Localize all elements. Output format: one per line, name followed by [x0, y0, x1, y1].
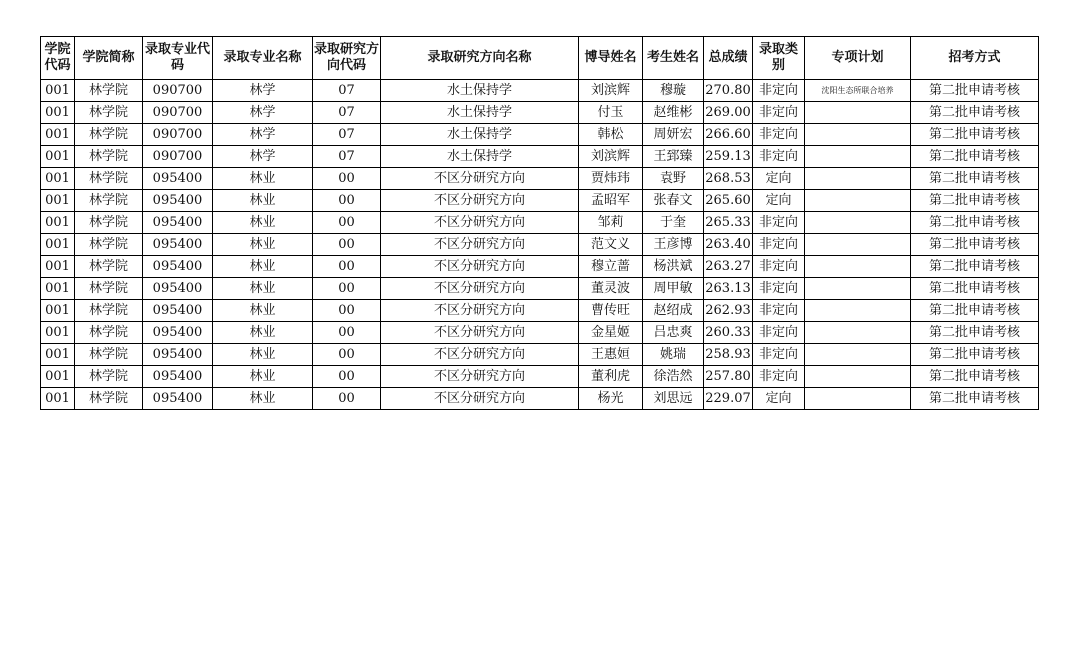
- table-row: [41, 366, 1039, 388]
- table-body: [41, 80, 1039, 410]
- candidate-cell: 杨洪斌: [643, 256, 704, 278]
- supervisor-cell: 刘滨辉: [579, 146, 643, 168]
- direction-name-cell: 不区分研究方向: [381, 388, 579, 410]
- admission-type-cell: 非定向: [753, 256, 805, 278]
- enrollment-method-cell: 第二批申请考核: [911, 256, 1039, 278]
- special-plan-cell: [805, 234, 911, 256]
- direction-code-cell: 07: [313, 124, 381, 146]
- direction-name-cell: 水土保持学: [381, 80, 579, 102]
- college-name-cell: 林学院: [75, 168, 143, 190]
- major-code-cell: 095400: [143, 300, 213, 322]
- major-code-cell: 090700: [143, 146, 213, 168]
- supervisor-cell: 付玉: [579, 102, 643, 124]
- major-code-cell: 090700: [143, 102, 213, 124]
- major-name-cell: 林学: [213, 124, 313, 146]
- header-special-plan: 专项计划: [805, 37, 911, 80]
- enrollment-method-cell: 第二批申请考核: [911, 168, 1039, 190]
- admission-type-cell: 非定向: [753, 124, 805, 146]
- direction-name-cell: 不区分研究方向: [381, 234, 579, 256]
- supervisor-cell: 贾炜玮: [579, 168, 643, 190]
- candidate-cell: 袁野: [643, 168, 704, 190]
- special-plan-cell: [805, 190, 911, 212]
- header-enrollment-method: 招考方式: [911, 37, 1039, 80]
- enrollment-method-cell: 第二批申请考核: [911, 322, 1039, 344]
- special-plan-cell: [805, 366, 911, 388]
- total-score-cell: 265.33: [704, 212, 753, 234]
- major-name-cell: 林业: [213, 168, 313, 190]
- major-name-cell: 林业: [213, 256, 313, 278]
- table-header: [41, 37, 1039, 80]
- major-name-cell: 林业: [213, 278, 313, 300]
- direction-name-cell: 水土保持学: [381, 102, 579, 124]
- direction-code-cell: 00: [313, 212, 381, 234]
- direction-name-cell: 不区分研究方向: [381, 256, 579, 278]
- table-row: [41, 256, 1039, 278]
- header-major-name: 录取专业名称: [213, 37, 313, 80]
- candidate-cell: 吕忠爽: [643, 322, 704, 344]
- college-code-cell: 001: [41, 146, 75, 168]
- total-score-cell: 268.53: [704, 168, 753, 190]
- candidate-cell: 赵绍成: [643, 300, 704, 322]
- supervisor-cell: 金星姬: [579, 322, 643, 344]
- supervisor-cell: 孟昭军: [579, 190, 643, 212]
- major-code-cell: 095400: [143, 234, 213, 256]
- special-plan-cell: [805, 300, 911, 322]
- college-name-cell: 林学院: [75, 212, 143, 234]
- direction-code-cell: 00: [313, 168, 381, 190]
- table-row: [41, 344, 1039, 366]
- enrollment-method-cell: 第二批申请考核: [911, 124, 1039, 146]
- admission-type-cell: 非定向: [753, 344, 805, 366]
- candidate-cell: 姚瑞: [643, 344, 704, 366]
- major-name-cell: 林业: [213, 234, 313, 256]
- enrollment-method-cell: 第二批申请考核: [911, 234, 1039, 256]
- admission-type-cell: 非定向: [753, 234, 805, 256]
- total-score-cell: 259.13: [704, 146, 753, 168]
- header-candidate: 考生姓名: [643, 37, 704, 80]
- table-row: [41, 322, 1039, 344]
- supervisor-cell: 董利虎: [579, 366, 643, 388]
- total-score-cell: 266.60: [704, 124, 753, 146]
- college-code-cell: 001: [41, 212, 75, 234]
- table-row: [41, 212, 1039, 234]
- major-name-cell: 林学: [213, 80, 313, 102]
- enrollment-method-cell: 第二批申请考核: [911, 102, 1039, 124]
- college-code-cell: 001: [41, 234, 75, 256]
- candidate-cell: 于奎: [643, 212, 704, 234]
- college-code-cell: 001: [41, 80, 75, 102]
- table-row: [41, 300, 1039, 322]
- college-name-cell: 林学院: [75, 322, 143, 344]
- direction-name-cell: 不区分研究方向: [381, 212, 579, 234]
- special-plan-cell: [805, 344, 911, 366]
- major-name-cell: 林业: [213, 366, 313, 388]
- supervisor-cell: 曹传旺: [579, 300, 643, 322]
- direction-code-cell: 00: [313, 278, 381, 300]
- major-name-cell: 林学: [213, 146, 313, 168]
- total-score-cell: 262.93: [704, 300, 753, 322]
- admission-type-cell: 非定向: [753, 212, 805, 234]
- enrollment-method-cell: 第二批申请考核: [911, 300, 1039, 322]
- direction-code-cell: 00: [313, 388, 381, 410]
- table-row: [41, 146, 1039, 168]
- total-score-cell: 263.40: [704, 234, 753, 256]
- major-code-cell: 095400: [143, 344, 213, 366]
- admission-type-cell: 定向: [753, 190, 805, 212]
- direction-code-cell: 00: [313, 190, 381, 212]
- candidate-cell: 赵维彬: [643, 102, 704, 124]
- special-plan-cell: [805, 168, 911, 190]
- special-plan-cell: [805, 256, 911, 278]
- direction-code-cell: 00: [313, 344, 381, 366]
- major-code-cell: 090700: [143, 124, 213, 146]
- header-direction-name: 录取研究方向名称: [381, 37, 579, 80]
- table-row: [41, 80, 1039, 102]
- admission-type-cell: 非定向: [753, 278, 805, 300]
- special-plan-cell: [805, 212, 911, 234]
- enrollment-method-cell: 第二批申请考核: [911, 212, 1039, 234]
- college-code-cell: 001: [41, 366, 75, 388]
- college-code-cell: 001: [41, 256, 75, 278]
- special-plan-cell: [805, 278, 911, 300]
- major-code-cell: 095400: [143, 322, 213, 344]
- major-name-cell: 林业: [213, 388, 313, 410]
- college-name-cell: 林学院: [75, 234, 143, 256]
- direction-name-cell: 不区分研究方向: [381, 278, 579, 300]
- header-supervisor: 博导姓名: [579, 37, 643, 80]
- college-code-cell: 001: [41, 278, 75, 300]
- candidate-cell: 周甲敏: [643, 278, 704, 300]
- supervisor-cell: 杨光: [579, 388, 643, 410]
- table-row: [41, 124, 1039, 146]
- direction-code-cell: 07: [313, 146, 381, 168]
- college-name-cell: 林学院: [75, 344, 143, 366]
- major-name-cell: 林业: [213, 190, 313, 212]
- major-code-cell: 095400: [143, 388, 213, 410]
- table-row: [41, 234, 1039, 256]
- college-name-cell: 林学院: [75, 366, 143, 388]
- major-name-cell: 林业: [213, 322, 313, 344]
- admission-type-cell: 定向: [753, 168, 805, 190]
- admission-type-cell: 非定向: [753, 146, 805, 168]
- table-row: [41, 168, 1039, 190]
- admission-type-cell: 非定向: [753, 322, 805, 344]
- table-row: [41, 190, 1039, 212]
- admission-table-container: [40, 36, 1038, 410]
- admission-type-cell: 非定向: [753, 102, 805, 124]
- college-name-cell: 林学院: [75, 278, 143, 300]
- special-plan-cell: [805, 322, 911, 344]
- supervisor-cell: 董灵波: [579, 278, 643, 300]
- total-score-cell: 260.33: [704, 322, 753, 344]
- table-row: [41, 278, 1039, 300]
- enrollment-method-cell: 第二批申请考核: [911, 388, 1039, 410]
- supervisor-cell: 刘滨辉: [579, 80, 643, 102]
- major-name-cell: 林业: [213, 300, 313, 322]
- total-score-cell: 265.60: [704, 190, 753, 212]
- college-code-cell: 001: [41, 168, 75, 190]
- supervisor-cell: 穆立蔷: [579, 256, 643, 278]
- special-plan-cell: [805, 388, 911, 410]
- candidate-cell: 周妍宏: [643, 124, 704, 146]
- total-score-cell: 263.27: [704, 256, 753, 278]
- enrollment-method-cell: 第二批申请考核: [911, 366, 1039, 388]
- direction-name-cell: 不区分研究方向: [381, 190, 579, 212]
- college-name-cell: 林学院: [75, 124, 143, 146]
- college-code-cell: 001: [41, 124, 75, 146]
- college-name-cell: 林学院: [75, 388, 143, 410]
- candidate-cell: 穆璇: [643, 80, 704, 102]
- candidate-cell: 徐浩然: [643, 366, 704, 388]
- direction-code-cell: 00: [313, 256, 381, 278]
- supervisor-cell: 范文义: [579, 234, 643, 256]
- total-score-cell: 263.13: [704, 278, 753, 300]
- admission-type-cell: 非定向: [753, 366, 805, 388]
- supervisor-cell: 王惠姮: [579, 344, 643, 366]
- major-name-cell: 林业: [213, 212, 313, 234]
- direction-name-cell: 不区分研究方向: [381, 300, 579, 322]
- major-name-cell: 林业: [213, 344, 313, 366]
- candidate-cell: 王郅臻: [643, 146, 704, 168]
- major-code-cell: 095400: [143, 168, 213, 190]
- header-major-code: 录取专业代码: [143, 37, 213, 80]
- candidate-cell: 刘思远: [643, 388, 704, 410]
- major-code-cell: 095400: [143, 212, 213, 234]
- total-score-cell: 270.80: [704, 80, 753, 102]
- direction-name-cell: 水土保持学: [381, 146, 579, 168]
- header-admission-type: 录取类别: [753, 37, 805, 80]
- college-code-cell: 001: [41, 344, 75, 366]
- college-code-cell: 001: [41, 190, 75, 212]
- admission-table: [40, 36, 1039, 410]
- major-code-cell: 095400: [143, 278, 213, 300]
- direction-name-cell: 不区分研究方向: [381, 366, 579, 388]
- college-code-cell: 001: [41, 388, 75, 410]
- admission-type-cell: 定向: [753, 388, 805, 410]
- special-plan-cell: [805, 124, 911, 146]
- direction-code-cell: 00: [313, 234, 381, 256]
- college-name-cell: 林学院: [75, 300, 143, 322]
- direction-code-cell: 00: [313, 366, 381, 388]
- total-score-cell: 257.80: [704, 366, 753, 388]
- college-name-cell: 林学院: [75, 102, 143, 124]
- college-code-cell: 001: [41, 102, 75, 124]
- major-code-cell: 095400: [143, 190, 213, 212]
- total-score-cell: 229.07: [704, 388, 753, 410]
- college-code-cell: 001: [41, 300, 75, 322]
- enrollment-method-cell: 第二批申请考核: [911, 278, 1039, 300]
- direction-code-cell: 07: [313, 80, 381, 102]
- total-score-cell: 269.00: [704, 102, 753, 124]
- college-name-cell: 林学院: [75, 190, 143, 212]
- college-name-cell: 林学院: [75, 146, 143, 168]
- admission-type-cell: 非定向: [753, 300, 805, 322]
- direction-name-cell: 不区分研究方向: [381, 322, 579, 344]
- direction-name-cell: 水土保持学: [381, 124, 579, 146]
- college-name-cell: 林学院: [75, 256, 143, 278]
- supervisor-cell: 韩松: [579, 124, 643, 146]
- header-college-code: 学院代码: [41, 37, 75, 80]
- table-row: [41, 102, 1039, 124]
- direction-code-cell: 00: [313, 322, 381, 344]
- enrollment-method-cell: 第二批申请考核: [911, 344, 1039, 366]
- special-plan-cell: [805, 146, 911, 168]
- major-code-cell: 090700: [143, 80, 213, 102]
- direction-name-cell: 不区分研究方向: [381, 344, 579, 366]
- total-score-cell: 258.93: [704, 344, 753, 366]
- enrollment-method-cell: 第二批申请考核: [911, 146, 1039, 168]
- college-code-cell: 001: [41, 322, 75, 344]
- major-code-cell: 095400: [143, 256, 213, 278]
- direction-name-cell: 不区分研究方向: [381, 168, 579, 190]
- header-total-score: 总成绩: [704, 37, 753, 80]
- direction-code-cell: 00: [313, 300, 381, 322]
- header-row: [41, 37, 1039, 80]
- header-college-name: 学院简称: [75, 37, 143, 80]
- candidate-cell: 张春文: [643, 190, 704, 212]
- major-code-cell: 095400: [143, 366, 213, 388]
- major-name-cell: 林学: [213, 102, 313, 124]
- special-plan-cell: 沈阳生态所联合培养: [805, 80, 911, 102]
- supervisor-cell: 邹莉: [579, 212, 643, 234]
- direction-code-cell: 07: [313, 102, 381, 124]
- candidate-cell: 王彦博: [643, 234, 704, 256]
- special-plan-cell: [805, 102, 911, 124]
- college-name-cell: 林学院: [75, 80, 143, 102]
- admission-type-cell: 非定向: [753, 80, 805, 102]
- header-direction-code: 录取研究方向代码: [313, 37, 381, 80]
- table-row: [41, 388, 1039, 410]
- enrollment-method-cell: 第二批申请考核: [911, 190, 1039, 212]
- enrollment-method-cell: 第二批申请考核: [911, 80, 1039, 102]
